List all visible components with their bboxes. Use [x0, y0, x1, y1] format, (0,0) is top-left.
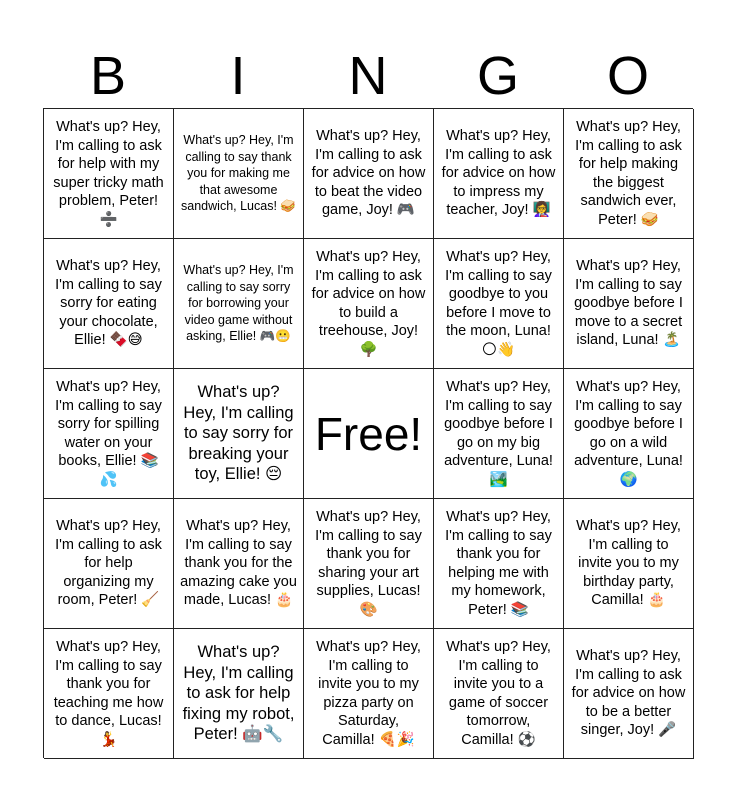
bingo-cell[interactable]: What's up? Hey, I'm calling to say sorry for borrowing your video game without asking, Ellie! 🎮😬: [174, 239, 304, 369]
bingo-cell[interactable]: What's up? Hey, I'm calling to ask for advice on how to be a better singer, Joy! 🎤: [564, 629, 694, 759]
free-space-cell[interactable]: Free!: [304, 369, 434, 499]
bingo-cell[interactable]: What's up? Hey, I'm calling to say thank you for making me that awesome sandwich, Lucas! 🥪: [174, 109, 304, 239]
bingo-cell[interactable]: What's up? Hey, I'm calling to ask for advice on how to impress my teacher, Joy! 👩‍🏫: [434, 109, 564, 239]
bingo-cell[interactable]: What's up? Hey, I'm calling to say sorry for eating your chocolate, Ellie! 🍫😅: [44, 239, 174, 369]
bingo-header: [43, 44, 693, 108]
bingo-cell[interactable]: What's up? Hey, I'm calling to say goodbye before I go on my big adventure, Luna! 🏞️: [434, 369, 564, 499]
bingo-cell[interactable]: What's up? Hey, I'm calling to say sorry for spilling water on your books, Ellie! 📚💦: [44, 369, 174, 499]
bingo-cell[interactable]: What's up? Hey, I'm calling to ask for help with my super tricky math problem, Peter! ➗: [44, 109, 174, 239]
header-letter-i: I: [230, 46, 246, 106]
bingo-cell[interactable]: What's up? Hey, I'm calling to invite you to my pizza party on Saturday, Camilla! 🍕🎉: [304, 629, 434, 759]
bingo-board: [43, 108, 693, 758]
bingo-cell[interactable]: What's up? Hey, I'm calling to say goodbye to you before I move to the moon, Luna! 🌕👋: [434, 239, 564, 369]
bingo-cell[interactable]: What's up? Hey, I'm calling to say goodbye before I go on a wild adventure, Luna! 🌍: [564, 369, 694, 499]
header-letter-g: G: [476, 46, 519, 106]
bingo-cell[interactable]: What's up? Hey, I'm calling to ask for help organizing my room, Peter! 🧹: [44, 499, 174, 629]
bingo-cell[interactable]: What's up? Hey, I'm calling to ask for advice on how to beat the video game, Joy! 🎮: [304, 109, 434, 239]
bingo-cell[interactable]: What's up? Hey, I'm calling to say goodbye before I move to a secret island, Luna! 🏝️: [564, 239, 694, 369]
bingo-cell[interactable]: What's up? Hey, I'm calling to say thank you for teaching me how to dance, Lucas! 💃: [44, 629, 174, 759]
bingo-cell[interactable]: What's up? Hey, I'm calling to ask for help making the biggest sandwich ever, Peter! 🥪: [564, 109, 694, 239]
bingo-cell[interactable]: What's up? Hey, I'm calling to invite you to a game of soccer tomorrow, Camilla! ⚽: [434, 629, 564, 759]
header-letter-b: B: [89, 46, 127, 106]
bingo-cell[interactable]: What's up? Hey, I'm calling to ask for advice on how to build a treehouse, Joy! 🌳: [304, 239, 434, 369]
bingo-cell[interactable]: What's up? Hey, I'm calling to ask for help fixing my robot, Peter! 🤖🔧: [174, 629, 304, 759]
bingo-cell[interactable]: What's up? Hey, I'm calling to say thank you for sharing your art supplies, Lucas! 🎨: [304, 499, 434, 629]
bingo-cell[interactable]: What's up? Hey, I'm calling to say sorry for breaking your toy, Ellie! 😔: [174, 369, 304, 499]
header-letter-n: N: [348, 46, 388, 106]
bingo-cell[interactable]: What's up? Hey, I'm calling to invite you to my birthday party, Camilla! 🎂: [564, 499, 694, 629]
bingo-cell[interactable]: What's up? Hey, I'm calling to say thank you for helping me with my homework, Peter! 📚: [434, 499, 564, 629]
bingo-cell[interactable]: What's up? Hey, I'm calling to say thank you for the amazing cake you made, Lucas! 🎂: [174, 499, 304, 629]
header-letter-o: O: [606, 46, 649, 106]
